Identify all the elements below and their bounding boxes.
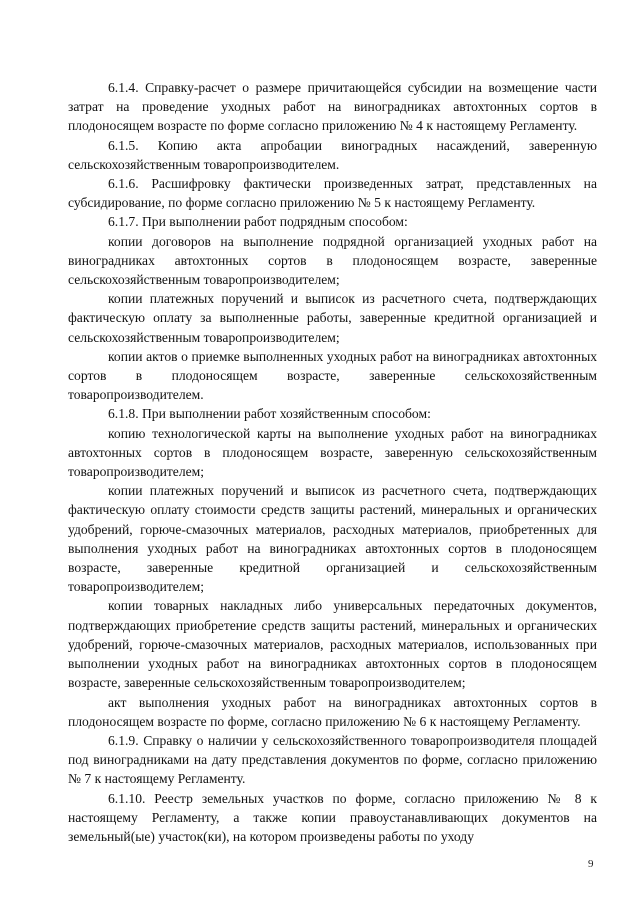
paragraph-6-1-4: 6.1.4. Справку-расчет о размере причитающейся субсидии на возмещение части затрат на проведение уходных работ на виноградниках автохтонных сортов в плодоносящем возрасте по форме согласно приложению № 4 к настоящему Регламенту.: [68, 80, 597, 134]
paragraph-6-1-8: 6.1.8. При выполнении работ хозяйственным способом:: [108, 406, 431, 422]
list-item-payment-orders-materials: копии платежных поручений и выписок из расчетного счета, подтверждающих фактическую оплату стоимости средств защиты растений, минеральных и органических удобрений, горюче-смазочных материалов, расходных материалов, приобретенных для выполнения уходных работ на виноградниках автохтонных сортов в плодоносящем возрасте, заверенные кредитной организацией и сельскохозяйственным товаропроизводителем;: [68, 483, 597, 595]
paragraph-6-1-7: 6.1.7. При выполнении работ подрядным способом:: [108, 214, 408, 230]
document-body: [68, 78, 597, 846]
list-item-completion-act: акт выполнения уходных работ на виноградниках автохтонных сортов в плодоносящем возрасте по форме, согласно приложению № 6 к настоящему Регламенту.: [68, 694, 597, 729]
list-item-contracts: копии договоров на выполнение подрядной организацией уходных работ на виноградниках автохтонных сортов в плодоносящем возрасте, заверенные сельскохозяйственным товаропроизводителем;: [68, 233, 597, 288]
list-item-payment-orders: копии платежных поручений и выписок из расчетного счета, подтверждающих фактическую оплату за выполненные работы, заверенные кредитной организацией и сельскохозяйственным товаропроизводителем;: [68, 291, 597, 345]
paragraph-6-1-9: 6.1.9. Справку о наличии у сельскохозяйственного товаропроизводителя площадей под виноградниками на дату представления документов по форме, согласно приложению № 7 к настоящему Регламенту.: [68, 732, 597, 787]
paragraph-6-1-10: 6.1.10. Реестр земельных участков по форме, согласно приложению № 8 к настоящему Регламенту, а также копии правоустанавливающих документов на земельный(ые) участок(ки), на котором произведены работы по уходу: [68, 790, 597, 844]
list-item-invoices: копии товарных накладных либо универсальных передаточных документов, подтверждающих приобретение средств защиты растений, минеральных и органических удобрений, горюче-смазочных материалов, расходных материалов, использованных при выполнении уходных работ на виноградниках автохтонных сортов в плодоносящем возрасте, заверенные сельскохозяйственным товаропроизводителем;: [68, 598, 597, 691]
paragraph-6-1-5: 6.1.5. Копию акта апробации виноградных насаждений, заверенную сельскохозяйственным товаропроизводителем.: [68, 137, 597, 172]
list-item-technology-map: копию технологической карты на выполнение уходных работ на виноградниках автохтонных сортов в плодоносящем возрасте, заверенную сельскохозяйственным товаропроизводителем;: [68, 425, 597, 480]
page-number: 9: [588, 858, 594, 870]
paragraph-6-1-6: 6.1.6. Расшифровку фактически произведенных затрат, представленных на субсидирование, по форме согласно приложению № 5 к настоящему Регламенту.: [68, 176, 597, 211]
list-item-acceptance-acts: копии актов о приемке выполненных уходных работ на виноградниках автохтонных сортов в плодоносящем возрасте, заверенные сельскохозяйственным товаропроизводителем.: [68, 348, 597, 403]
